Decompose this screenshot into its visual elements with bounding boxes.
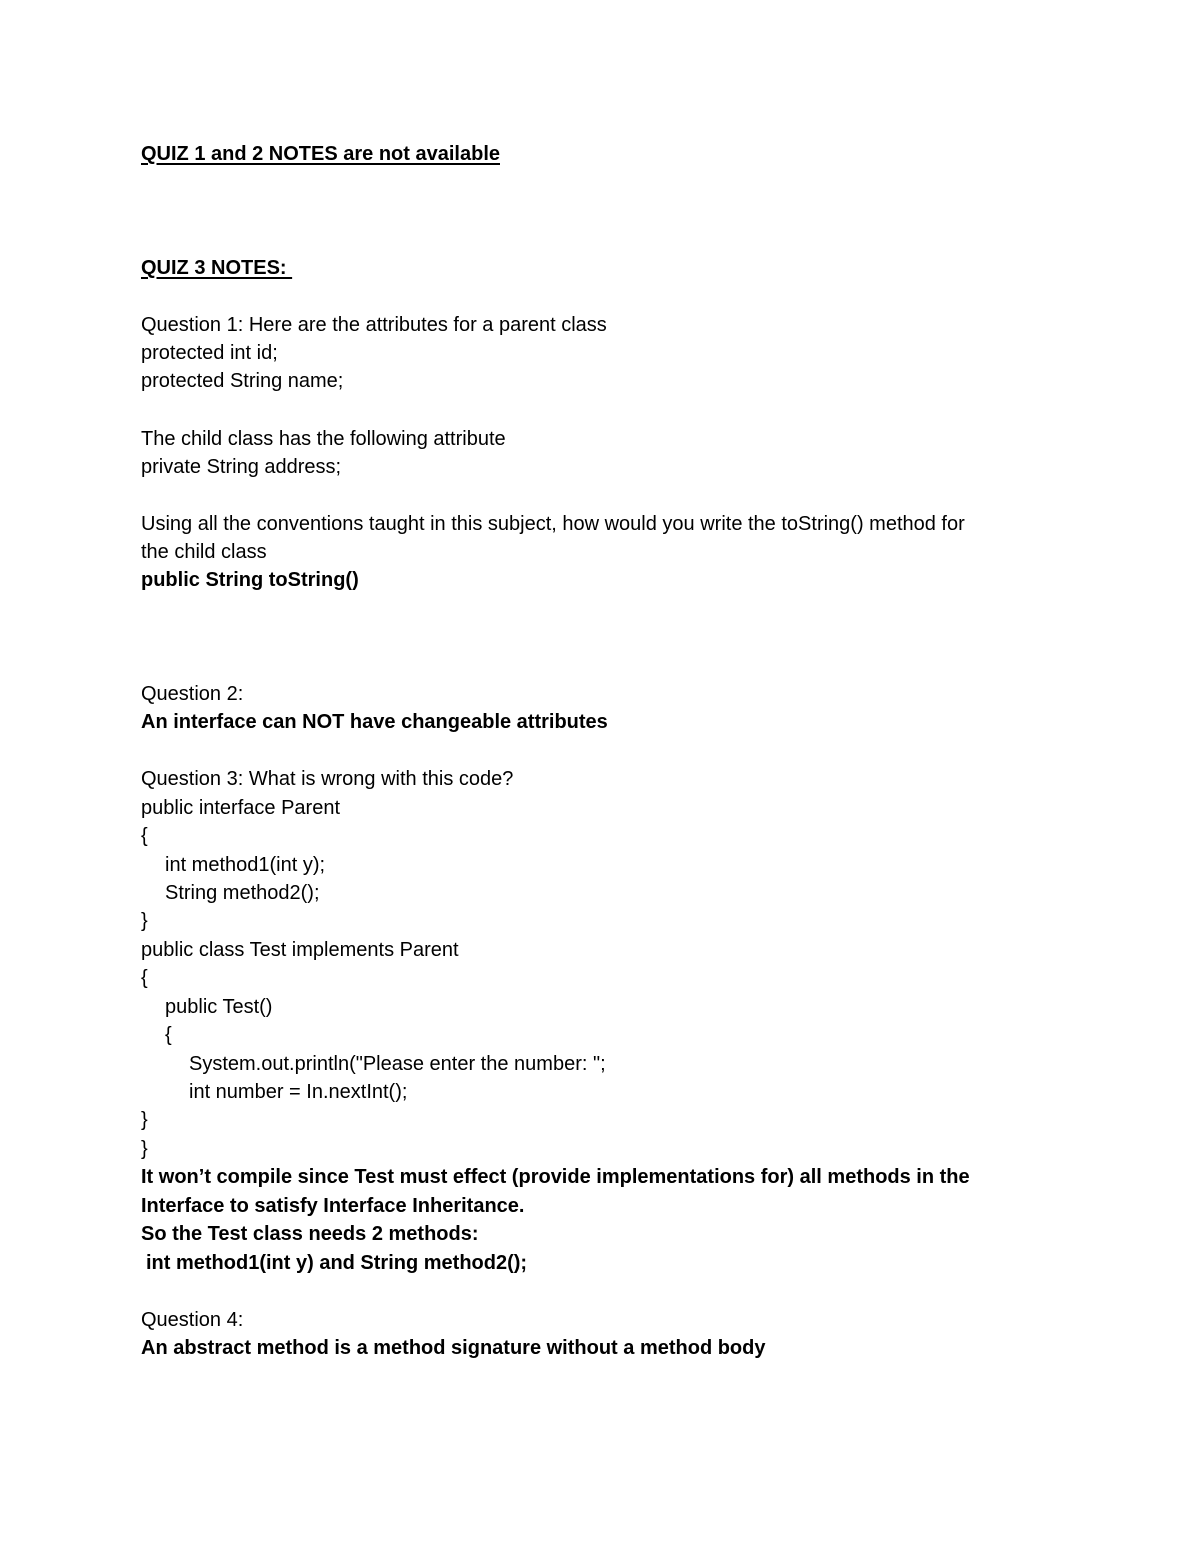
code-line: }: [141, 910, 148, 932]
code-line: {: [165, 1024, 172, 1046]
question-1-child-attr: private String address;: [141, 456, 342, 478]
code-line: {: [141, 967, 148, 989]
code-line: int method1(int y);: [165, 854, 326, 876]
question-1-child-intro: The child class has the following attribute: [141, 428, 506, 450]
question-3-answer-line: So the Test class needs 2 methods:: [141, 1223, 479, 1245]
heading-quiz-1-2: QUIZ 1 and 2 NOTES are not available: [141, 143, 500, 165]
heading-quiz-3: QUIZ 3 NOTES:: [141, 257, 293, 279]
question-1-question-line-2: the child class: [141, 541, 267, 563]
question-3-answer-line: Interface to satisfy Interface Inheritance.: [141, 1195, 525, 1217]
code-line: }: [141, 1109, 148, 1131]
question-1-prompt: Question 1: Here are the attributes for a parent class: [141, 314, 607, 336]
code-line: public interface Parent: [141, 797, 341, 819]
question-2-prompt: Question 2:: [141, 683, 244, 705]
code-line: }: [141, 1138, 148, 1160]
question-3-answer-line: It won’t compile since Test must effect (provide implementations for) all methods in the: [141, 1166, 970, 1188]
question-2-answer: An interface can NOT have changeable attributes: [141, 711, 608, 733]
question-1-question-line-1: Using all the conventions taught in this subject, how would you write the toString() method for: [141, 513, 965, 535]
question-4-answer: An abstract method is a method signature without a method body: [141, 1337, 766, 1359]
code-line: System.out.println("Please enter the number: ";: [189, 1053, 606, 1075]
question-1-attr-id: protected int id;: [141, 342, 278, 364]
code-line: {: [141, 825, 148, 847]
question-1-answer: public String toString(): [141, 569, 359, 591]
code-line: int number = In.nextInt();: [189, 1081, 408, 1103]
code-line: public Test(): [165, 996, 273, 1018]
question-4-prompt: Question 4:: [141, 1309, 244, 1331]
code-line: String method2();: [165, 882, 320, 904]
question-1-attr-name: protected String name;: [141, 370, 344, 392]
code-line: public class Test implements Parent: [141, 939, 459, 961]
question-3-answer-line: int method1(int y) and String method2();: [146, 1252, 528, 1274]
question-3-prompt: Question 3: What is wrong with this code?: [141, 768, 514, 790]
